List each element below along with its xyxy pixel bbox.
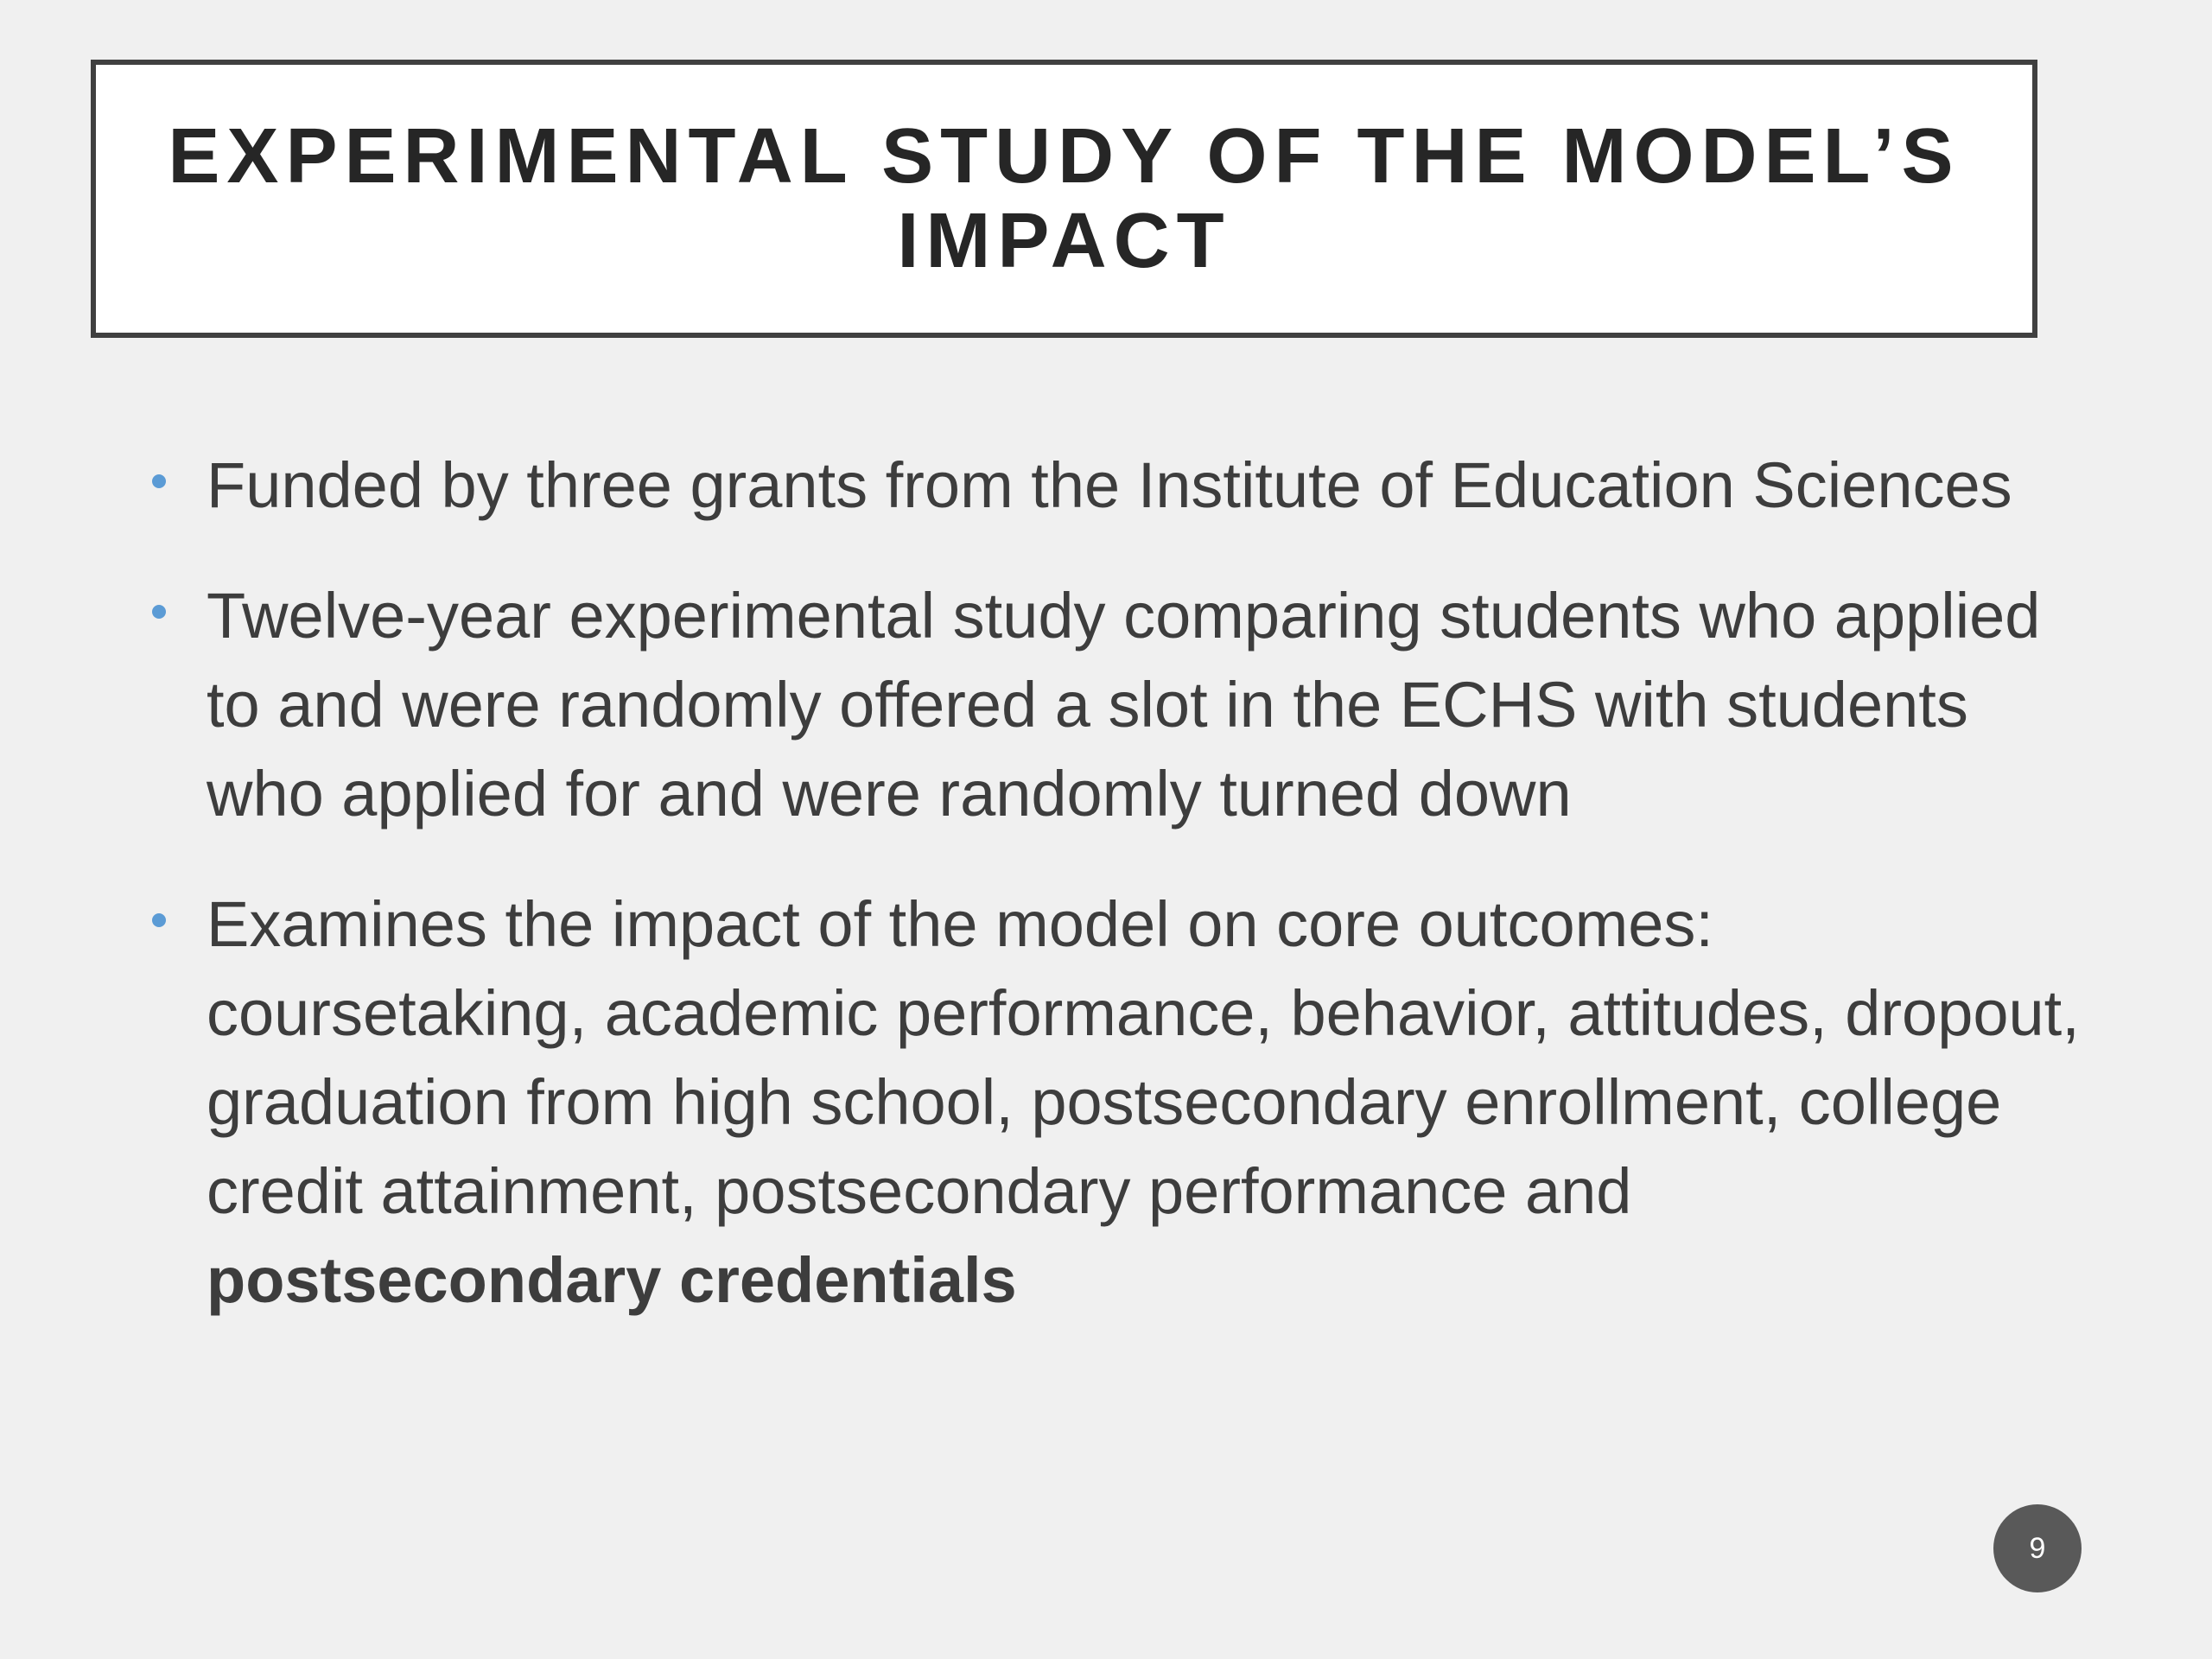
title-box: [91, 60, 2037, 338]
bullet-list: [152, 441, 2088, 1366]
bullet-bold-text: postsecondary credentials: [207, 1244, 1017, 1316]
bullet-item-3: [152, 880, 2088, 1325]
bullet-marker-icon: [152, 913, 166, 927]
bullet-text: Twelve-year experimental study comparing students who applied to and were randomly offered a slot in the ECHS with students who applied for and were randomly turned down: [207, 580, 2041, 830]
page-number-badge: [1993, 1504, 2082, 1592]
bullet-text: Funded by three grants from the Institute of Education Sciences: [207, 449, 2012, 521]
bullet-marker-icon: [152, 474, 166, 488]
bullet-item-2: [152, 571, 2088, 838]
bullet-marker-icon: [152, 605, 166, 619]
bullet-text: Examines the impact of the model on core outcomes: coursetaking, academic performance, behavior, attitudes, dropout, graduation from high school, postsecondary enrollment, college credit attainment, postsecondary performance and: [207, 888, 2080, 1227]
page-number: 9: [2029, 1531, 2046, 1565]
bullet-item-1: [152, 441, 2088, 530]
slide-title: EXPERIMENTAL STUDY OF THE MODEL’S IMPACT: [168, 113, 1961, 284]
